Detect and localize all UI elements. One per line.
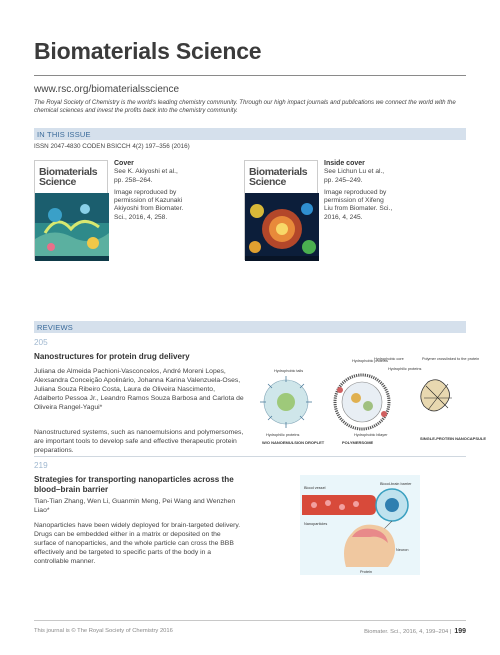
cover-art bbox=[35, 193, 109, 261]
reviews-band bbox=[34, 321, 466, 333]
svg-text:Neuron: Neuron bbox=[396, 548, 409, 552]
cover-caption: Cover See K. Akiyoshi et al., pp. 258–264. Image reproduced by permission of Kazunaki Akiyoshi from Biomater. Sci., 2016, 4, 258. bbox=[114, 160, 184, 221]
title-rule bbox=[34, 75, 466, 76]
review-title[interactable]: Strategies for transporting nanoparticles across the blood–brain barrier bbox=[34, 475, 234, 494]
in-this-issue-band bbox=[34, 128, 466, 140]
svg-text:Nanoparticles: Nanoparticles bbox=[304, 522, 328, 526]
review-page-number: 219 bbox=[34, 461, 48, 470]
footer-citation: Biomater. Sci., 2016, 4, 199–204 | 199 bbox=[364, 628, 466, 635]
footer-copyright: This journal is © The Royal Society of Chemistry 2016 bbox=[34, 628, 173, 634]
review-authors: Juliana de Almeida Pachioni-Vasconcelos, André Moreni Lopes, Alexsandra Conceição Apolinário, Johanna Karina Valenzuela-Oses, Juliana Souza Ribeiro Costa, Laura de Oliveira Nascimento, Adalberto Pessoa Jr., Leandro Ramos Souza Barbosa and Carlota de Oliveira Rangel-Yagui* bbox=[34, 368, 244, 411]
inside-cover-logo: Biomaterials Science bbox=[249, 166, 308, 188]
cover-logo: Biomaterials Science bbox=[39, 166, 98, 188]
inside-cover-caption: Inside cover See Lichun Lu et al., pp. 245–249. Image reproduced by permission of Xifeng Liu from Biomater. Sci., 2016, 4, 245. bbox=[324, 160, 393, 221]
inside-cover-image bbox=[244, 160, 318, 260]
review-abstract: Nanostructured systems, such as nanoemulsions and polymersomes, are important tools to develop safe and effective therapeutic protein preparations. bbox=[34, 429, 244, 454]
bbb-figure bbox=[300, 475, 420, 575]
svg-text:Protein: Protein bbox=[360, 570, 373, 574]
review-authors: Tian-Tian Zhang, Wen Li, Guanmin Meng, Pei Wang and Wenzhen Liao* bbox=[34, 498, 236, 514]
footer-rule bbox=[34, 620, 466, 621]
journal-title: Biomaterials Science bbox=[34, 38, 262, 64]
svg-text:Hydrophobic core: Hydrophobic core bbox=[374, 357, 404, 361]
review-divider bbox=[34, 456, 466, 457]
reviews-heading: REVIEWS bbox=[37, 323, 73, 332]
svg-text:POLYMERSOME: POLYMERSOME bbox=[342, 440, 374, 445]
svg-text:W/O NANOEMULSION DROPLET: W/O NANOEMULSION DROPLET bbox=[262, 440, 325, 445]
in-this-issue-heading: IN THIS ISSUE bbox=[37, 130, 91, 139]
footer-page-number: 199 bbox=[454, 628, 466, 635]
review-abstract: Nanoparticles have been widely deployed for brain-targeted delivery. Drugs can be embedded either in a matrix or deposited on the surface of nanoparticles, and the whole particle can cross the BBB effectively and be targeted to specific parts of the body in a controllable manner. bbox=[34, 522, 241, 565]
inside-cover-art bbox=[245, 193, 319, 261]
svg-text:Hydrophobic proteins: Hydrophobic proteins bbox=[352, 359, 388, 363]
svg-text:Polymer crosslinked to the pro: Polymer crosslinked to the protein bbox=[422, 357, 480, 361]
svg-text:Hydrophobic tails: Hydrophobic tails bbox=[274, 369, 304, 373]
review-page-number: 205 bbox=[34, 338, 48, 347]
review-title[interactable]: Nanostructures for protein drug delivery bbox=[34, 352, 190, 361]
mission-statement: The Royal Society of Chemistry is the world's leading chemistry community. Through our high impact journals and publications we connect the world with the chemical sciences and invest the profits back into the chemistry community. bbox=[34, 99, 456, 115]
nanostructures-figure bbox=[258, 352, 487, 448]
cover-image bbox=[34, 160, 108, 260]
svg-text:Hydrophilic proteins: Hydrophilic proteins bbox=[388, 367, 422, 371]
svg-text:Hydrophobic bilayer: Hydrophobic bilayer bbox=[354, 433, 388, 437]
issn-line: ISSN 2047-4830 CODEN BSICCH 4(2) 197–356 (2016) bbox=[34, 143, 190, 150]
svg-text:Blood vessel: Blood vessel bbox=[304, 486, 326, 490]
journal-url[interactable]: www.rsc.org/biomaterialsscience bbox=[34, 84, 180, 95]
svg-text:SINGLE-PROTEIN NANOCAPSULE: SINGLE-PROTEIN NANOCAPSULE bbox=[420, 436, 487, 441]
svg-text:Blood-brain barrier: Blood-brain barrier bbox=[380, 482, 412, 486]
svg-text:Hydrophilic proteins: Hydrophilic proteins bbox=[266, 433, 300, 437]
